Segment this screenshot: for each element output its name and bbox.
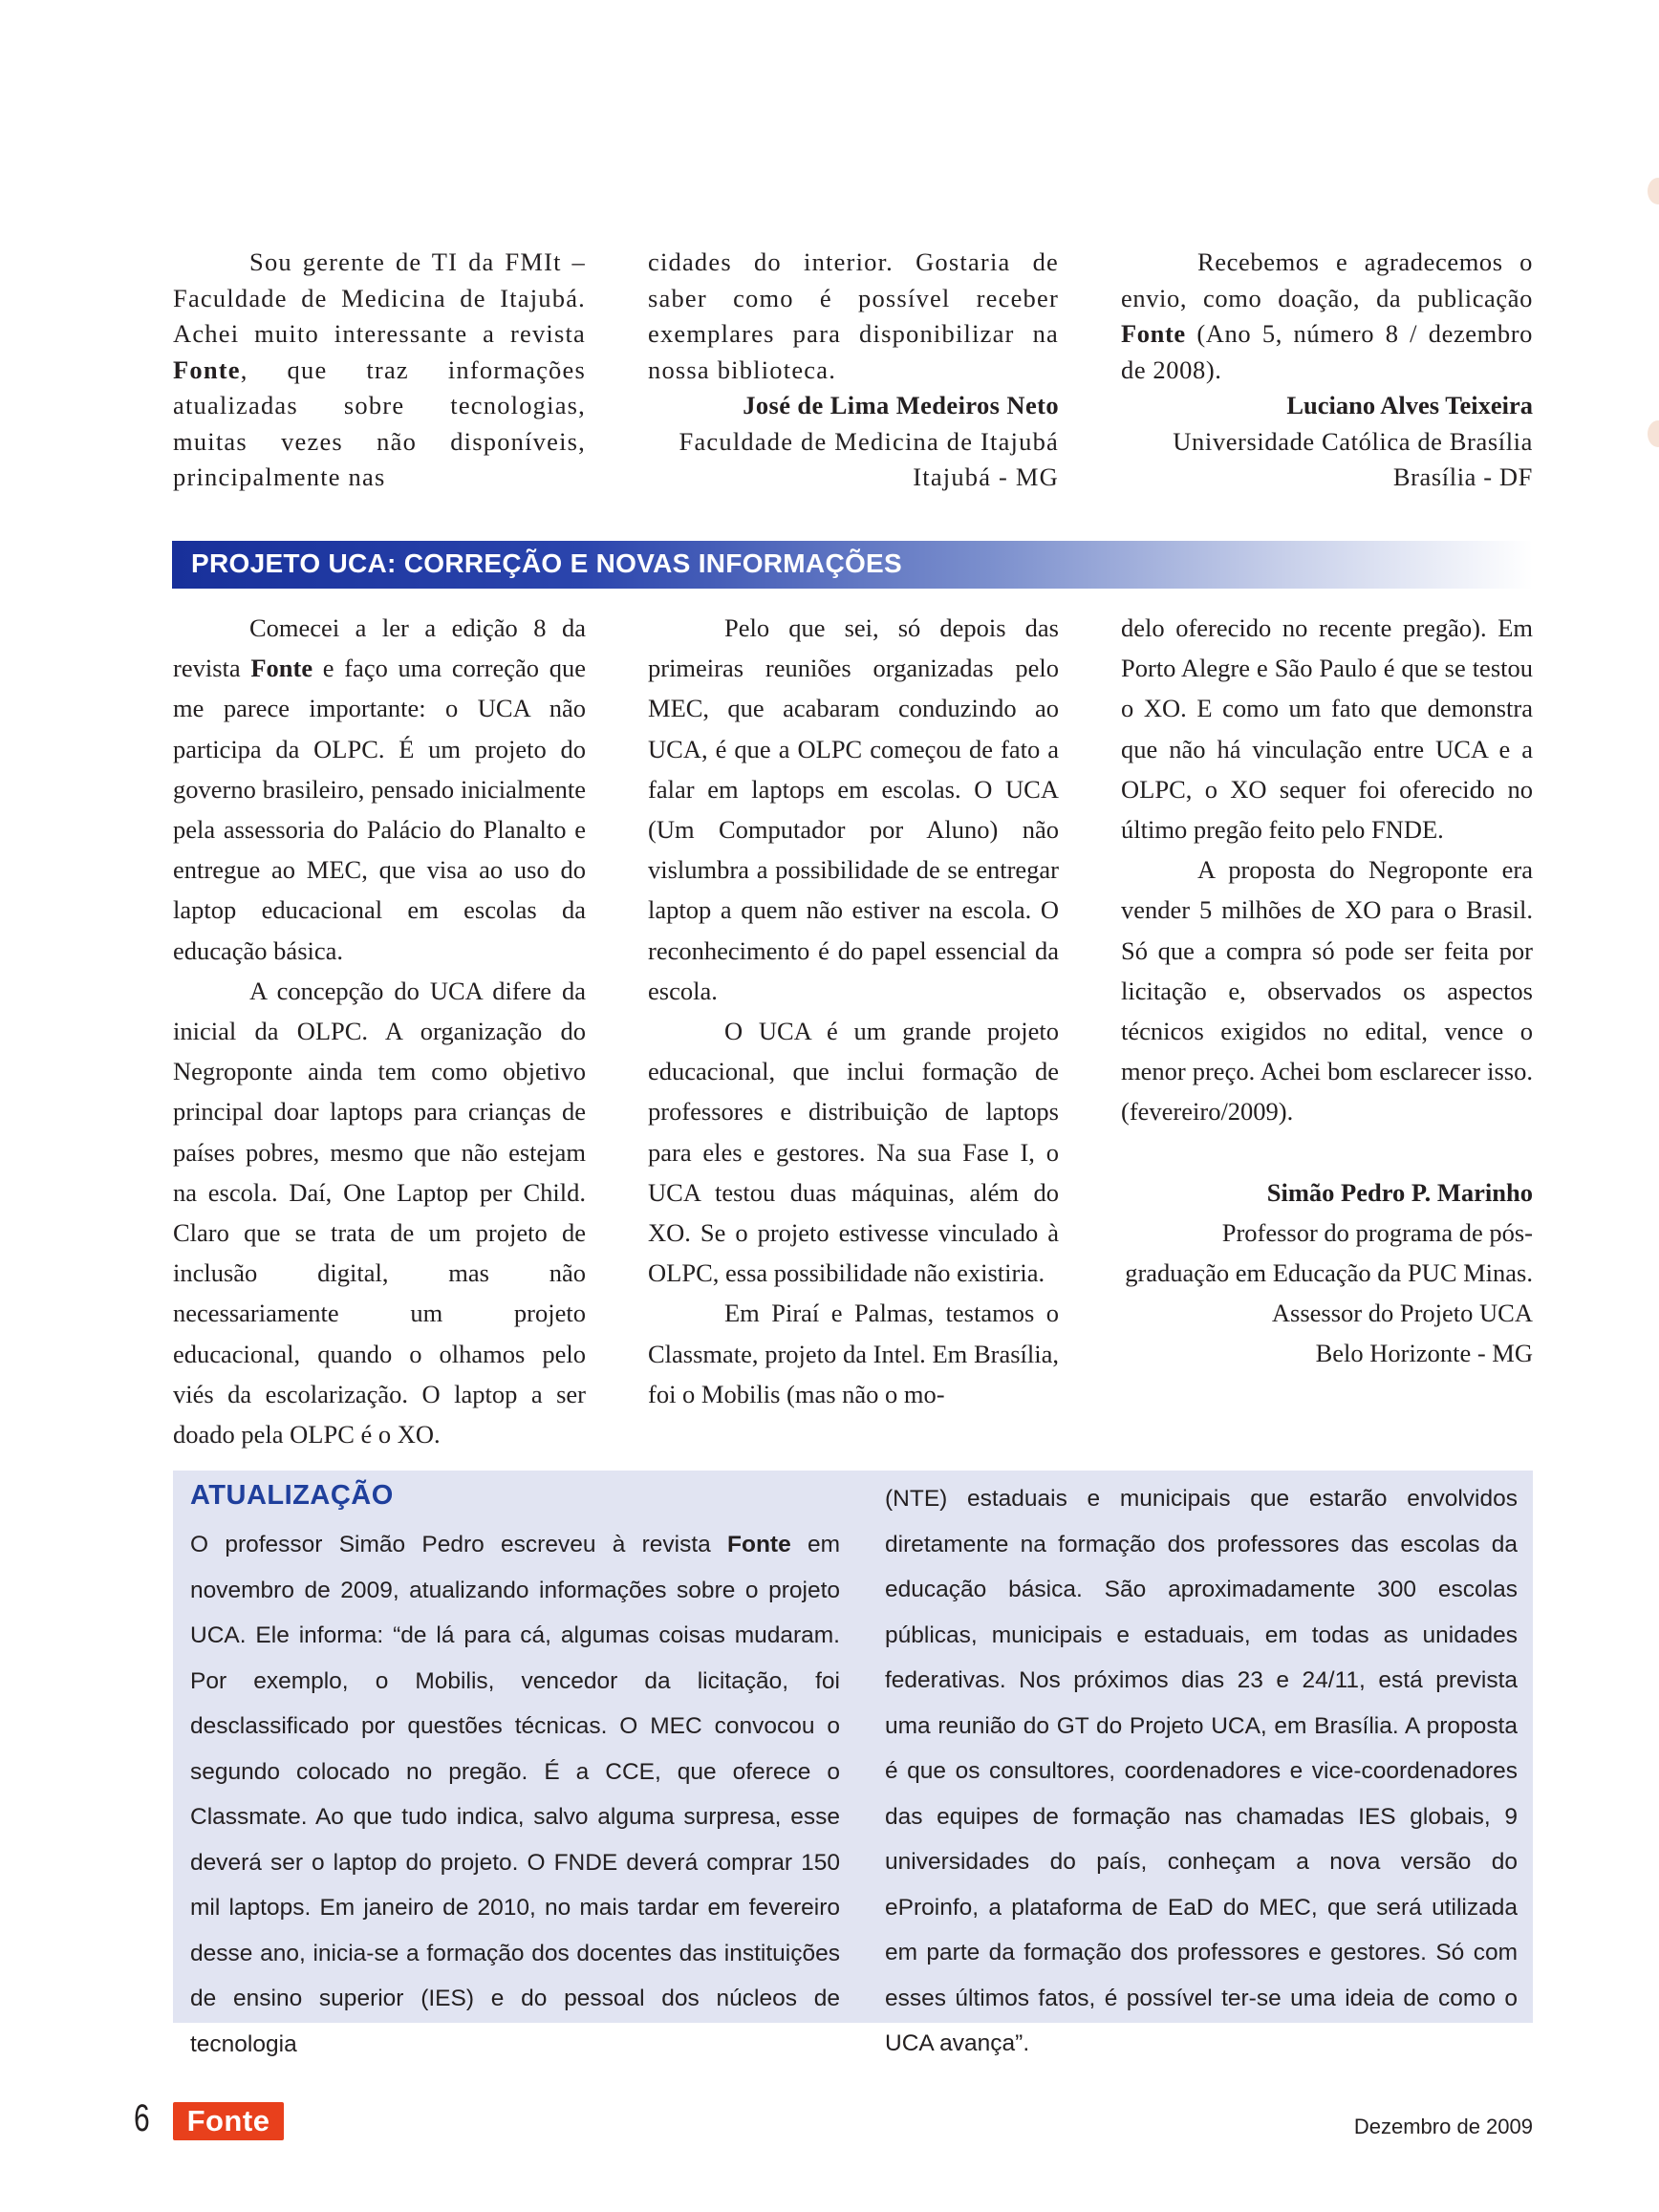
letter-middle-affiliation: Faculdade de Medicina de Itajubá: [679, 426, 1059, 456]
letter-right-text: [1121, 245, 1533, 388]
section-column-2: [648, 608, 1059, 1414]
update-box-title: ATUALIZAÇÃO: [190, 1480, 394, 1511]
text-run: e faço uma correção que me parece importante: o UCA não participa da OLPC. É um projeto do governo brasileiro, pensado inicialmente pela assessoria do Palácio do Planalto e entregue ao MEC, que visa ao uso do laptop educacional em escolas da educação básica.: [173, 654, 586, 965]
letter-right-location: Brasília - DF: [1392, 462, 1533, 491]
text-run: Recebemos e agradecemos o envio, como doação, da publicação: [1121, 247, 1533, 312]
paragraph: [173, 608, 586, 971]
paragraph: A concepção do UCA difere da inicial da OLPC. A organização do Negroponte ainda tem como objetivo principal doar laptops para crianças de países pobres, mesmo que não estejam na escola. Daí, One Laptop per Child. Claro que se trata de um projeto de inclusão digital, mas não necessariamente um projeto educacional, quando o olhamos pelo viés da escolarização. O laptop a ser doado pela OLPC é o XO.: [173, 976, 586, 1450]
letter-right-affiliation: Universidade Católica de Brasília: [1173, 426, 1533, 456]
text-run: O professor Simão Pedro escreveu à revista: [190, 1532, 728, 1557]
section-title: PROJETO UCA: CORREÇÃO E NOVAS INFORMAÇÕES: [191, 548, 902, 578]
magazine-name: Fonte: [1121, 319, 1186, 348]
section-column-1: [173, 608, 586, 1454]
page-number: 6: [134, 2097, 150, 2139]
update-box: [173, 1471, 1533, 2057]
text-run: Sou gerente de TI da FMIt – Faculdade de Medicina de Itajubá. Achei muito interessante a revista: [173, 247, 586, 348]
letter-right-author: Luciano Alves Teixeira: [1286, 391, 1533, 419]
magazine-name: Fonte: [250, 654, 313, 683]
update-box-right-column: (NTE) estaduais e municipais que estarão envolvidos diretamente na formação dos professores das escolas da educação básica. São aproximadamente 300 escolas públicas, municipais e estaduais, em todas as unidades federativas. Nos próximos dias 23 e 24/11, está prevista uma reunião do GT do Projeto UCA, em Brasília. A proposta é que os consultores, coordenadores e vice-coordenadores das equipes de formação nas chamadas IES globais, 9 universidades do país, conheçam a nova versão do eProinfo, a plataforma de EaD do MEC, que será utilizada em parte da formação dos professores e gestores. Só com esses últimos fatos, é possível ter-se uma ideia de como o UCA avança”.: [885, 1486, 1518, 2056]
text-run: , que traz informações atualizadas sobre tecnologias, muitas vezes não disponíveis, principalmente nas: [173, 354, 586, 491]
magazine-name: Fonte: [173, 354, 241, 384]
letter-middle: [648, 245, 1059, 496]
letter-left: [173, 245, 586, 496]
text-run: (Ano 5, número 8 / dezembro de 2008).: [1121, 319, 1533, 384]
author-affiliation: Professor do programa de pós-graduação em Educação da PUC Minas. Assessor do Projeto UCA: [1125, 1217, 1533, 1328]
author-name: Simão Pedro P. Marinho: [1266, 1177, 1533, 1207]
update-box-left-column: [190, 1522, 840, 2067]
paragraph: delo oferecido no recente pregão). Em Porto Alegre e São Paulo é que se testou o XO. E como um fato que demonstra que não há vinculação entre UCA e a OLPC, o XO sequer foi oferecido no último pregão feito pelo FNDE.: [1121, 613, 1533, 845]
magazine-name: Fonte: [727, 1532, 791, 1557]
text-run: Comecei a ler a edição 8 da revista: [173, 613, 586, 683]
decorative-dot: [1648, 420, 1659, 447]
text-run: em novembro de 2009, atualizando informações sobre o projeto UCA. Ele informa: “de lá para cá, algumas coisas mudaram. Por exemplo, o Mobilis, vencedor da licitação, foi desclassificado por questões técnicas. O MEC convocou o segundo colocado no pregão. É a CCE, que oferece o Classmate. Ao que tudo indica, salvo alguma surpresa, esse deverá ser o laptop do projeto. O FNDE deverá comprar 150 mil laptops. Em janeiro de 2010, no mais tardar em fevereiro desse ano, inicia-se a formação dos docentes das instituições de ensino superior (IES) e do pessoal dos núcleos de tecnologia: [190, 1532, 840, 2057]
letter-left-text: [173, 245, 586, 496]
paragraph: O UCA é um grande projeto educacional, que inclui formação de professores e distribuição de laptops para eles e gestores. Na sua Fase I, o UCA testou duas máquinas, além do XO. Se o projeto estivesse vinculado à OLPC, essa possibilidade não existiria.: [648, 1017, 1059, 1288]
fonte-logo: [173, 2102, 284, 2140]
paragraph: Pelo que sei, só depois das primeiras reuniões organizadas pelo MEC, que acabaram conduzindo ao UCA, é que a OLPC começou de fato a falar em laptops em escolas. O UCA (Um Computador por Aluno) não vislumbra a possibilidade de se entregar laptop a quem não estiver na escola. O reconhecimento é do papel essencial da escola.: [648, 613, 1059, 1005]
letter-middle-text: cidades do interior. Gostaria de saber como é possível receber exemplares para disponibilizar na nossa biblioteca.: [648, 247, 1059, 384]
section-column-3: [1121, 608, 1533, 1374]
fonte-logo-text: Fonte: [186, 2104, 270, 2137]
paragraph: Em Piraí e Palmas, testamos o Classmate, projeto da Intel. Em Brasília, foi o Mobilis (mas não o mo-: [648, 1299, 1059, 1408]
letter-middle-location: Itajubá - MG: [913, 462, 1059, 491]
author-location: Belo Horizonte - MG: [1315, 1339, 1533, 1368]
decorative-dot: [1648, 178, 1659, 204]
letter-right: [1121, 245, 1533, 496]
paragraph: A proposta do Negroponte era vender 5 milhões de XO para o Brasil. Só que a compra só pode ser feita por licitação e, observados os aspectos técnicos exigidos no edital, vence o menor preço. Achei bom esclarecer isso. (fevereiro/2009).: [1121, 855, 1533, 1127]
section-header: [172, 541, 1533, 589]
letter-middle-author: José de Lima Medeiros Neto: [743, 391, 1059, 419]
issue-date: Dezembro de 2009: [1353, 2115, 1533, 2138]
